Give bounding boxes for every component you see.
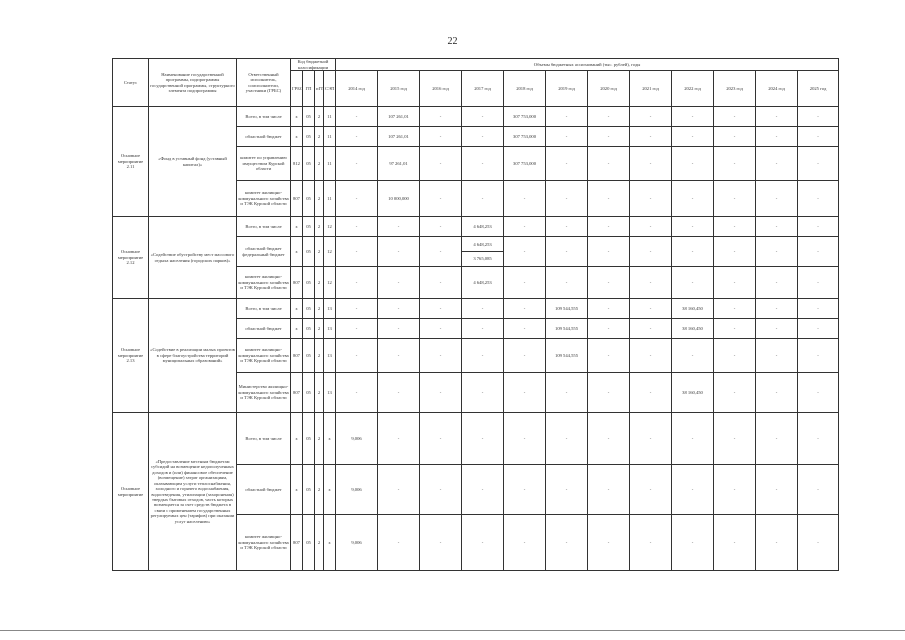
row-value: 107 261,01 bbox=[378, 127, 420, 147]
row-som: 12 bbox=[324, 237, 336, 267]
row-value: - bbox=[378, 299, 420, 319]
row-gp: 05 bbox=[303, 319, 315, 339]
row-value: - bbox=[462, 147, 504, 181]
row-value: - bbox=[546, 107, 588, 127]
row-value: - bbox=[462, 299, 504, 319]
row-value-federal: 3 765,085 bbox=[473, 256, 492, 261]
row-pgp: 2 bbox=[315, 267, 324, 299]
row-value: - bbox=[798, 127, 839, 147]
row-gp: 05 bbox=[303, 181, 315, 217]
header-executor: Ответственный исполнитель, соисполнители, участники (ГРБС) bbox=[237, 59, 291, 107]
row-value: 38 160,450 bbox=[672, 373, 714, 413]
row-value: - bbox=[420, 107, 462, 127]
row-pgp: 2 bbox=[315, 127, 324, 147]
row-gp: 05 bbox=[303, 237, 315, 267]
row-executor: областной бюджет федеральный бюджет bbox=[237, 237, 291, 267]
row-value: 4 648,253 bbox=[462, 217, 504, 237]
row-value: - bbox=[714, 267, 756, 299]
row-grbs: 812 bbox=[291, 147, 303, 181]
section-status: Основное мероприятие bbox=[113, 413, 149, 571]
row-gp: 05 bbox=[303, 413, 315, 465]
row-value: - bbox=[798, 413, 839, 465]
row-value: - bbox=[504, 339, 546, 373]
row-pgp: 2 bbox=[315, 515, 324, 571]
row-value: - bbox=[630, 237, 672, 267]
row-value: - bbox=[798, 181, 839, 217]
row-value: - bbox=[420, 319, 462, 339]
row-gp: 05 bbox=[303, 147, 315, 181]
row-gp: 05 bbox=[303, 107, 315, 127]
row-value: - bbox=[504, 373, 546, 413]
row-value: - bbox=[714, 413, 756, 465]
row-som: 13 bbox=[324, 339, 336, 373]
row-value: - bbox=[336, 217, 378, 237]
row-value: - bbox=[378, 465, 420, 515]
row-gp: 05 bbox=[303, 127, 315, 147]
row-value: 307 753,000 bbox=[504, 107, 546, 127]
row-value: - bbox=[714, 181, 756, 217]
row-value: - bbox=[420, 267, 462, 299]
row-value: - bbox=[378, 267, 420, 299]
table-row bbox=[113, 299, 839, 319]
row-gp: 05 bbox=[303, 339, 315, 373]
row-value: - bbox=[336, 237, 378, 267]
row-value: - bbox=[798, 515, 839, 571]
row-value: - bbox=[420, 373, 462, 413]
row-value: - bbox=[504, 515, 546, 571]
row-value: - bbox=[546, 181, 588, 217]
header-year: 2025 год bbox=[798, 71, 839, 107]
row-som: 12 bbox=[324, 267, 336, 299]
table-row bbox=[113, 413, 839, 465]
row-grbs: x bbox=[291, 465, 303, 515]
row-pgp: 2 bbox=[315, 181, 324, 217]
row-value: - bbox=[798, 465, 839, 515]
row-gp: 05 bbox=[303, 465, 315, 515]
row-value: 9,006 bbox=[336, 465, 378, 515]
row-value: - bbox=[798, 339, 839, 373]
row-value: - bbox=[378, 339, 420, 373]
header-year: 2018 год bbox=[504, 71, 546, 107]
row-value: - bbox=[588, 299, 630, 319]
row-value: 38 160,450 bbox=[672, 319, 714, 339]
row-executor: Всего, в том числе bbox=[237, 107, 291, 127]
row-value: - bbox=[588, 181, 630, 217]
row-value: - bbox=[420, 237, 462, 267]
row-value: - bbox=[420, 217, 462, 237]
row-value: - bbox=[420, 339, 462, 373]
row-value: - bbox=[420, 181, 462, 217]
row-value: - bbox=[546, 267, 588, 299]
row-value: 307 753,000 bbox=[504, 127, 546, 147]
header-year: 2020 год bbox=[588, 71, 630, 107]
row-value: - bbox=[630, 127, 672, 147]
row-value: - bbox=[336, 299, 378, 319]
row-value: - bbox=[420, 147, 462, 181]
row-value: - bbox=[546, 217, 588, 237]
row-value: - bbox=[546, 465, 588, 515]
row-value: - bbox=[420, 413, 462, 465]
row-value: - bbox=[588, 515, 630, 571]
section-name: «Предоставление местным бюджетам субсидий на возмещение недополученных доходов и (или) финансовое обеспечение (возмещение) затрат организациям, оказывающим услуги теплоснабжения, холодного и горячего водоснабжения, водоотведения, утилизации (захоронения) твердых бытовых отходов, часть которых возмещается за счет средств бюджета в связи с применением государственных регулируемых цен (тарифов) при оказании услуг населению» bbox=[149, 413, 237, 571]
row-value: - bbox=[504, 237, 546, 267]
header-volumes: Объемы бюджетных ассигнований (тыс. рублей), годы bbox=[336, 59, 839, 71]
row-gp: 05 bbox=[303, 217, 315, 237]
row-value: - bbox=[588, 147, 630, 181]
row-grbs: x bbox=[291, 237, 303, 267]
header-year: 2015 год bbox=[378, 71, 420, 107]
header-grbs: ГРБС bbox=[291, 71, 303, 107]
row-value: - bbox=[546, 373, 588, 413]
row-value: - bbox=[672, 413, 714, 465]
row-value: 38 160,450 bbox=[672, 299, 714, 319]
table-row bbox=[113, 107, 839, 127]
row-gp: 05 bbox=[303, 373, 315, 413]
row-executor: областной бюджет bbox=[237, 319, 291, 339]
row-value: - bbox=[588, 237, 630, 267]
row-pgp: 2 bbox=[315, 237, 324, 267]
row-value: 9,006 bbox=[336, 413, 378, 465]
row-value: - bbox=[672, 515, 714, 571]
row-value: - bbox=[798, 373, 839, 413]
row-value: - bbox=[588, 127, 630, 147]
row-value: - bbox=[798, 319, 839, 339]
row-value: - bbox=[714, 465, 756, 515]
row-grbs: x bbox=[291, 319, 303, 339]
row-value: - bbox=[672, 107, 714, 127]
section-status: Основное мероприятие 2.13 bbox=[113, 299, 149, 413]
row-executor: областной бюджет bbox=[237, 465, 291, 515]
section-name: «Содействие в реализации малых проектов в сфере благоустройства территорий муниципальных образований» bbox=[149, 299, 237, 413]
section-name: «Фонд в уставный фонд (уставный капитал)» bbox=[149, 107, 237, 217]
row-grbs: 807 bbox=[291, 181, 303, 217]
row-som: x bbox=[324, 515, 336, 571]
row-value: - bbox=[756, 147, 798, 181]
row-value: - bbox=[756, 127, 798, 147]
row-value: - bbox=[462, 465, 504, 515]
row-som: 13 bbox=[324, 299, 336, 319]
row-som: x bbox=[324, 413, 336, 465]
row-value: - bbox=[756, 299, 798, 319]
row-pgp: 2 bbox=[315, 319, 324, 339]
row-grbs: x bbox=[291, 217, 303, 237]
row-value: - bbox=[630, 319, 672, 339]
row-pgp: 2 bbox=[315, 373, 324, 413]
header-year: 2014 год bbox=[336, 71, 378, 107]
row-value: - bbox=[504, 413, 546, 465]
header-budget-code: Код бюджетной классификации bbox=[291, 59, 336, 71]
row-value: - bbox=[630, 107, 672, 127]
row-value: 307 753,000 bbox=[504, 147, 546, 181]
row-value: 97 261,01 bbox=[378, 147, 420, 181]
row-executor: Всего, в том числе bbox=[237, 413, 291, 465]
row-value: - bbox=[672, 127, 714, 147]
row-value: - bbox=[672, 339, 714, 373]
row-value: - bbox=[336, 373, 378, 413]
row-value: - bbox=[462, 339, 504, 373]
row-value: - bbox=[630, 299, 672, 319]
row-value: - bbox=[630, 181, 672, 217]
header-year: 2016 год bbox=[420, 71, 462, 107]
row-som: 13 bbox=[324, 373, 336, 413]
row-som: 11 bbox=[324, 147, 336, 181]
row-value: - bbox=[756, 339, 798, 373]
row-value: - bbox=[756, 107, 798, 127]
row-pgp: 2 bbox=[315, 147, 324, 181]
row-value: - bbox=[714, 373, 756, 413]
row-value: - bbox=[462, 373, 504, 413]
row-value: - bbox=[630, 267, 672, 299]
row-value: - bbox=[714, 147, 756, 181]
row-value: - bbox=[798, 107, 839, 127]
row-value: - bbox=[672, 147, 714, 181]
row-grbs: 807 bbox=[291, 373, 303, 413]
row-value: - bbox=[756, 267, 798, 299]
row-value: - bbox=[630, 339, 672, 373]
row-value: - bbox=[378, 319, 420, 339]
header-year: 2022 год bbox=[672, 71, 714, 107]
row-value: - bbox=[546, 147, 588, 181]
header-year: 2021 год bbox=[630, 71, 672, 107]
row-grbs: 807 bbox=[291, 339, 303, 373]
row-executor: областной бюджет bbox=[237, 127, 291, 147]
row-value: - bbox=[714, 127, 756, 147]
row-executor: комитет жилищно-коммунального хозяйства и ТЭК Курской области bbox=[237, 267, 291, 299]
section-name: «Содействие обустройству мест массового отдыха населения (городских парков)» bbox=[149, 217, 237, 299]
row-value: - bbox=[714, 319, 756, 339]
row-value: - bbox=[714, 217, 756, 237]
table-row bbox=[113, 217, 839, 237]
row-value: - bbox=[630, 413, 672, 465]
header-year: 2017 год bbox=[462, 71, 504, 107]
row-value: - bbox=[588, 339, 630, 373]
row-executor: комитет жилищно-коммунального хозяйства и ТЭК Курской области bbox=[237, 339, 291, 373]
row-value: - bbox=[378, 217, 420, 237]
row-value: - bbox=[504, 181, 546, 217]
row-value: - bbox=[588, 217, 630, 237]
row-value: 9,006 bbox=[336, 515, 378, 571]
row-value: - bbox=[756, 319, 798, 339]
row-value: - bbox=[504, 217, 546, 237]
row-value-split bbox=[462, 237, 504, 267]
row-value: - bbox=[336, 147, 378, 181]
row-pgp: 2 bbox=[315, 107, 324, 127]
row-grbs: x bbox=[291, 107, 303, 127]
row-executor: Всего, в том числе bbox=[237, 299, 291, 319]
row-value: - bbox=[588, 373, 630, 413]
row-value: - bbox=[378, 373, 420, 413]
row-value: - bbox=[672, 181, 714, 217]
row-value: - bbox=[588, 319, 630, 339]
row-value: - bbox=[378, 237, 420, 267]
header-name: Наименование государственной программы, подпрограммы государственной программы, структурного элемента подпрограммы bbox=[149, 59, 237, 107]
row-grbs: 807 bbox=[291, 515, 303, 571]
row-value: - bbox=[462, 107, 504, 127]
row-value: - bbox=[630, 373, 672, 413]
row-value: - bbox=[336, 107, 378, 127]
row-som: 11 bbox=[324, 127, 336, 147]
row-value: - bbox=[798, 147, 839, 181]
row-value: - bbox=[420, 127, 462, 147]
row-value: - bbox=[588, 107, 630, 127]
header-gp: ГП bbox=[303, 71, 315, 107]
row-executor: комитет жилищно-коммунального хозяйства и ТЭК Курской области bbox=[237, 181, 291, 217]
row-value: - bbox=[630, 217, 672, 237]
row-grbs: x bbox=[291, 299, 303, 319]
row-value: - bbox=[714, 515, 756, 571]
row-value: - bbox=[756, 515, 798, 571]
header-year: 2024 год bbox=[756, 71, 798, 107]
header-som: СЭП bbox=[324, 71, 336, 107]
row-value: 109 544,555 bbox=[546, 299, 588, 319]
row-grbs: x bbox=[291, 127, 303, 147]
row-pgp: 2 bbox=[315, 217, 324, 237]
row-som: 11 bbox=[324, 181, 336, 217]
row-value: - bbox=[378, 413, 420, 465]
row-gp: 05 bbox=[303, 515, 315, 571]
row-value: - bbox=[420, 515, 462, 571]
row-executor: комитет жилищно-коммунального хозяйства и ТЭК Курской области bbox=[237, 515, 291, 571]
row-value: - bbox=[756, 413, 798, 465]
row-value: - bbox=[336, 319, 378, 339]
row-value: 109 544,555 bbox=[546, 339, 588, 373]
header-status: Статус bbox=[113, 59, 149, 107]
row-som: x bbox=[324, 465, 336, 515]
row-value: - bbox=[462, 127, 504, 147]
row-value: - bbox=[462, 515, 504, 571]
row-pgp: 2 bbox=[315, 465, 324, 515]
row-gp: 05 bbox=[303, 299, 315, 319]
row-value: - bbox=[420, 299, 462, 319]
row-value: 4 648,253 bbox=[462, 267, 504, 299]
row-value: - bbox=[630, 147, 672, 181]
row-value: - bbox=[336, 127, 378, 147]
row-pgp: 2 bbox=[315, 299, 324, 319]
header-year: 2019 год bbox=[546, 71, 588, 107]
row-value: - bbox=[672, 237, 714, 267]
row-som: 11 bbox=[324, 107, 336, 127]
row-grbs: x bbox=[291, 413, 303, 465]
header-year: 2023 год bbox=[714, 71, 756, 107]
row-value: 10 000,000 bbox=[378, 181, 420, 217]
row-value: - bbox=[462, 319, 504, 339]
row-value: - bbox=[588, 465, 630, 515]
row-value: 107 261,01 bbox=[378, 107, 420, 127]
row-value: - bbox=[756, 181, 798, 217]
row-value: - bbox=[714, 237, 756, 267]
row-value: - bbox=[798, 217, 839, 237]
page-number: 22 bbox=[447, 36, 458, 47]
row-value: - bbox=[672, 267, 714, 299]
row-value: - bbox=[756, 237, 798, 267]
row-value: - bbox=[504, 267, 546, 299]
row-value: - bbox=[546, 127, 588, 147]
row-value: - bbox=[462, 181, 504, 217]
row-value: - bbox=[756, 373, 798, 413]
row-value: - bbox=[798, 237, 839, 267]
row-value: - bbox=[336, 339, 378, 373]
row-value: - bbox=[420, 465, 462, 515]
row-pgp: 2 bbox=[315, 413, 324, 465]
row-value: - bbox=[504, 465, 546, 515]
bottom-divider bbox=[0, 630, 905, 631]
row-value: - bbox=[588, 267, 630, 299]
row-value: - bbox=[546, 237, 588, 267]
section-status: Основное мероприятие 2.11 bbox=[113, 107, 149, 217]
row-som: 12 bbox=[324, 217, 336, 237]
row-value: - bbox=[672, 465, 714, 515]
row-value: - bbox=[504, 319, 546, 339]
row-gp: 05 bbox=[303, 267, 315, 299]
row-executor: Всего, в том числе bbox=[237, 217, 291, 237]
row-value: - bbox=[714, 107, 756, 127]
row-grbs: 807 bbox=[291, 267, 303, 299]
row-executor: Министерство жилищно-коммунального хозяйства и ТЭК Курской области bbox=[237, 373, 291, 413]
row-value: - bbox=[462, 413, 504, 465]
row-value: - bbox=[714, 339, 756, 373]
budget-table bbox=[112, 58, 839, 571]
row-value: - bbox=[630, 515, 672, 571]
row-value: - bbox=[546, 413, 588, 465]
section-status: Основное мероприятие 2.12 bbox=[113, 217, 149, 299]
row-pgp: 2 bbox=[315, 339, 324, 373]
row-value: - bbox=[756, 465, 798, 515]
row-som: 13 bbox=[324, 319, 336, 339]
row-value: - bbox=[798, 299, 839, 319]
row-executor: комитет по управлению имуществом Курской области bbox=[237, 147, 291, 181]
row-value: - bbox=[798, 267, 839, 299]
row-value: - bbox=[546, 515, 588, 571]
row-value: 109 544,555 bbox=[546, 319, 588, 339]
row-value: - bbox=[672, 217, 714, 237]
row-value: - bbox=[714, 299, 756, 319]
row-value: - bbox=[504, 299, 546, 319]
row-value: - bbox=[378, 515, 420, 571]
row-value: - bbox=[588, 413, 630, 465]
row-value: - bbox=[336, 181, 378, 217]
row-value: - bbox=[336, 267, 378, 299]
header-pgp: пГП bbox=[315, 71, 324, 107]
row-value: - bbox=[630, 465, 672, 515]
row-value: - bbox=[756, 217, 798, 237]
row-value: 4 648,253 bbox=[462, 238, 503, 252]
